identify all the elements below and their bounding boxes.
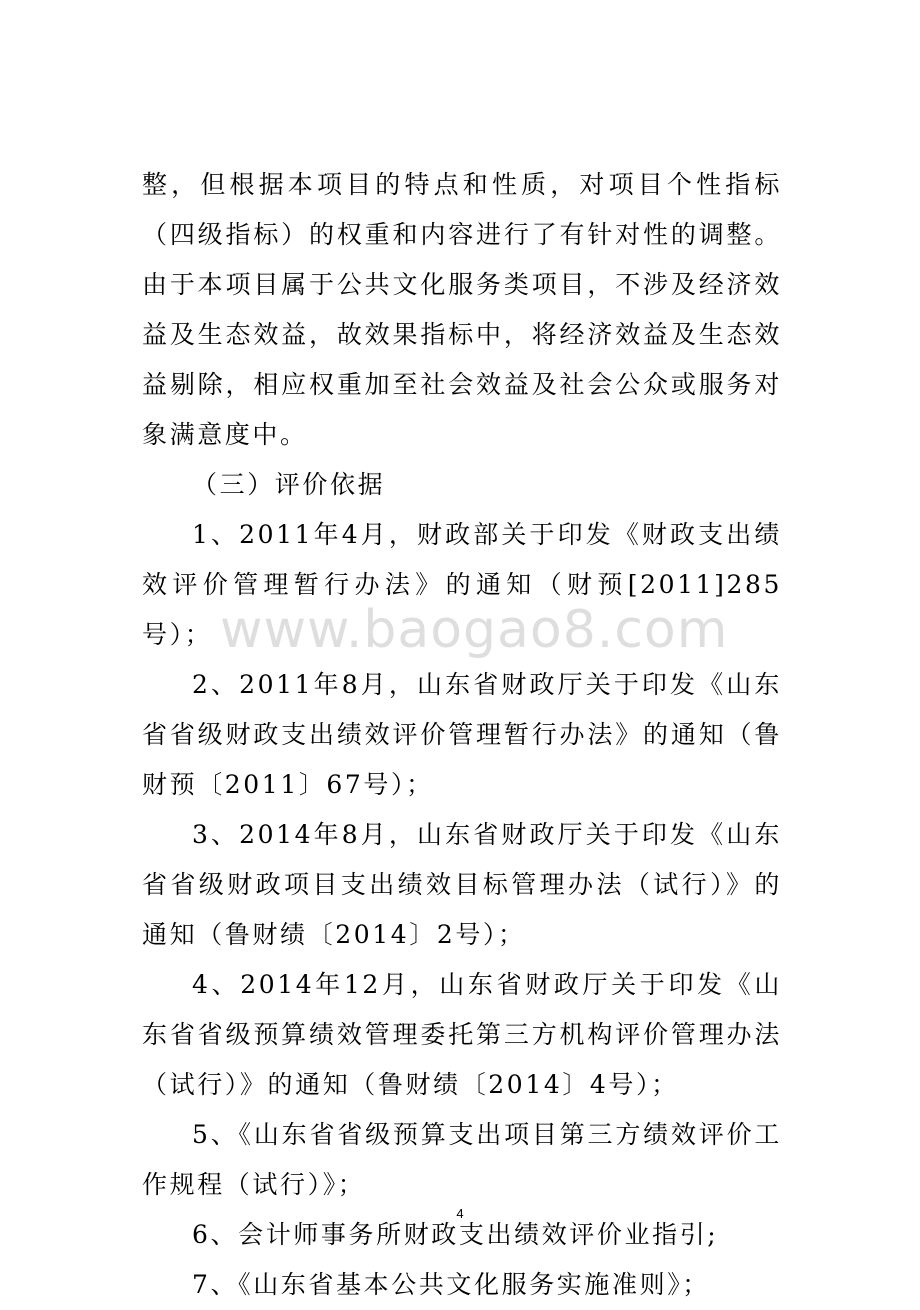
list-item-4: 4、2014年12月，山东省财政厅关于印发《山东省省级预算绩效管理委托第三方机构评价管理办法（试行）》的通知（鲁财绩〔2014〕4号）；: [142, 970, 782, 1099]
paragraph-intro: 整，但根据本项目的特点和性质，对项目个性指标（四级指标）的权重和内容进行了有针对性的调整。由于本项目属于公共文化服务类项目，不涉及经济效益及生态效益，故效果指标中，将经济效益及生态效益剔除，相应权重加至社会效益及社会公众或服务对象满意度中。: [142, 170, 782, 449]
list-item-1: 1、2011年4月，财政部关于印发《财政支出绩效评价管理暂行办法》的通知（财预[2011]285号）；: [142, 520, 782, 649]
page-number: 4: [456, 1206, 464, 1221]
watermark: www.baogao8.com: [220, 600, 729, 660]
list-item-6: 6、会计师事务所财政支出绩效评价业指引;: [192, 1220, 719, 1249]
list-item-2: 2、2011年8月，山东省财政厅关于印发《山东省省级财政支出绩效评价管理暂行办法》的通知（鲁财预〔2011〕67号）；: [142, 670, 782, 799]
list-item-5: 5、《山东省省级预算支出项目第三方绩效评价工作规程（试行）》；: [142, 1120, 782, 1199]
list-item-7: 7、《山东省基本公共文化服务实施准则》；: [192, 1270, 710, 1299]
list-item-3: 3、2014年8月，山东省财政厅关于印发《山东省省级财政项目支出绩效目标管理办法（试行）》的通知（鲁财绩〔2014〕2号）；: [142, 820, 782, 949]
document-body: [142, 160, 782, 1310]
section-heading-evaluation-basis: （三）评价依据: [192, 470, 386, 499]
